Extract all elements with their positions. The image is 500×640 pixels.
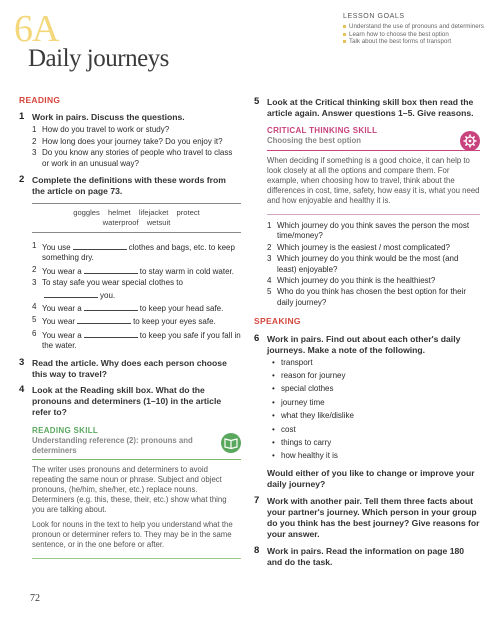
task-number: 6 bbox=[254, 332, 260, 344]
list-item: • how healthy it is bbox=[272, 451, 480, 461]
definition-text: To stay safe you wear special clothes to bbox=[42, 278, 183, 288]
answer-blank[interactable] bbox=[84, 302, 138, 311]
task-text: Work in pairs. Find out about each other's daily journeys. Make a note of the following. bbox=[267, 333, 461, 355]
question-text: Which journey is the easiest / most complicated? bbox=[277, 242, 450, 252]
question bbox=[267, 243, 480, 253]
definition-text: clothes and bags, etc. to keep something dry. bbox=[42, 243, 235, 263]
critical-thinking-subtitle: Choosing the best option bbox=[267, 136, 361, 146]
task-number: 5 bbox=[254, 96, 260, 107]
critical-thinking-header bbox=[267, 126, 480, 151]
task-6 bbox=[254, 334, 480, 356]
unit-title: Daily journeys bbox=[28, 45, 169, 72]
critical-thinking-text: When deciding if something is a good choice, it can help to look closely at all the options and compare them. For example, when choosing how to travel, think about the differences in cost, time, safety, how easy it is, what you need and how enjoyable and healthy it is. bbox=[267, 155, 480, 205]
task-4 bbox=[19, 385, 241, 418]
list-item: • what they like/dislike bbox=[272, 411, 480, 421]
answer-blank[interactable] bbox=[77, 315, 131, 324]
task-number: 1 bbox=[19, 111, 25, 123]
definition-text: You use bbox=[42, 243, 71, 253]
question-number: 2 bbox=[32, 136, 37, 146]
definition bbox=[32, 278, 241, 301]
answer-blank[interactable] bbox=[84, 265, 138, 274]
book-icon bbox=[221, 433, 241, 453]
task-1 bbox=[19, 112, 241, 123]
task-number: 7 bbox=[254, 494, 260, 506]
question-number: 3 bbox=[267, 254, 272, 264]
speaking-heading: SPEAKING bbox=[254, 316, 301, 327]
word-box bbox=[32, 203, 241, 233]
task-number: 2 bbox=[19, 174, 25, 186]
definition-number: 2 bbox=[32, 264, 37, 274]
lesson-goal: Understand the use of pronouns and determiners bbox=[343, 23, 493, 31]
word: helmet bbox=[107, 208, 131, 218]
task-6-followup: Would either of you like to change or improve your daily journey? bbox=[267, 467, 475, 489]
lesson-goals-heading: LESSON GOALS bbox=[343, 13, 405, 20]
list-item: • things to carry bbox=[272, 438, 480, 448]
left-column bbox=[19, 95, 241, 565]
lesson-goal: Talk about the best forms of transport bbox=[343, 38, 493, 46]
reading-skill-title: READING SKILL bbox=[32, 425, 99, 435]
definitions-list bbox=[32, 241, 241, 352]
task-text: Work with another pair. Tell them three facts about your partner's journey. Which person in your group do you think has the best journey? Give reasons for your answer. bbox=[267, 495, 480, 539]
note-list bbox=[272, 358, 480, 462]
word: lifejacket bbox=[138, 208, 169, 218]
question bbox=[267, 287, 480, 308]
critical-thinking-questions bbox=[267, 221, 480, 308]
lesson-goals bbox=[343, 13, 493, 46]
definition-text: you. bbox=[100, 290, 116, 300]
question-text: Which journey do you think saves the person the most time/money? bbox=[277, 220, 470, 241]
list-item: • cost bbox=[272, 425, 480, 435]
question bbox=[267, 221, 480, 242]
task-5 bbox=[254, 97, 480, 119]
unit-code: 6A bbox=[14, 8, 59, 50]
definition-text: You wear a bbox=[42, 266, 82, 276]
question-number: 1 bbox=[32, 125, 37, 135]
list-item: • journey time bbox=[272, 398, 480, 408]
task-7 bbox=[254, 496, 480, 540]
question-number: 2 bbox=[267, 242, 272, 252]
critical-thinking-title: CRITICAL THINKING SKILL bbox=[267, 126, 378, 135]
task-number: 8 bbox=[254, 544, 260, 556]
question-number: 3 bbox=[32, 148, 37, 158]
task-8 bbox=[254, 546, 480, 568]
task-text: Complete the definitions with these words from the article on page 73. bbox=[32, 175, 226, 197]
right-column bbox=[254, 97, 480, 570]
definition bbox=[32, 315, 241, 327]
definition-text: to keep you safe if you fall in the water. bbox=[42, 330, 241, 351]
question-text: Which journey do you think is the healthiest? bbox=[277, 275, 436, 285]
answer-blank[interactable] bbox=[84, 329, 138, 338]
definition-number: 5 bbox=[32, 315, 37, 325]
task-text: Work in pairs. Read the information on page 180 and do the task. bbox=[267, 545, 465, 567]
question bbox=[267, 276, 480, 286]
task-number: 3 bbox=[19, 356, 25, 368]
reading-skill-paragraph: Look for nouns in the text to help you understand what the pronoun or determiner refers to. They may be in the same sentence, or in the one before or after. bbox=[32, 520, 233, 550]
definition bbox=[32, 302, 241, 314]
word: protect bbox=[176, 208, 200, 218]
question-text: Which journey do you think would be the most (and least) enjoyable? bbox=[277, 254, 459, 274]
definition-number: 4 bbox=[32, 302, 37, 312]
gear-icon bbox=[460, 131, 480, 151]
word: goggles bbox=[73, 208, 100, 218]
question bbox=[32, 137, 241, 147]
question-number: 4 bbox=[267, 275, 272, 285]
reading-skill-body bbox=[32, 465, 241, 559]
answer-blank[interactable] bbox=[44, 289, 98, 298]
list-item: • reason for journey bbox=[272, 371, 480, 381]
critical-thinking-body bbox=[267, 156, 480, 215]
word: wetsuit bbox=[146, 218, 171, 228]
definition-text: You wear a bbox=[42, 330, 82, 340]
definition-number: 3 bbox=[32, 278, 37, 288]
question-number: 5 bbox=[267, 287, 272, 297]
definition-text: to stay warm in cold water. bbox=[139, 266, 234, 276]
definition-text: You wear bbox=[42, 317, 76, 327]
lesson-goals-list bbox=[343, 23, 493, 46]
answer-blank[interactable] bbox=[73, 241, 127, 250]
question-text: How do you travel to work or study? bbox=[42, 125, 170, 135]
lesson-goal: Learn how to choose the best option bbox=[343, 31, 493, 39]
task-text: Work in pairs. Discuss the questions. bbox=[32, 112, 185, 123]
definition-text: You wear a bbox=[42, 304, 82, 314]
definition-number: 6 bbox=[32, 328, 37, 338]
definition-text: to keep your head safe. bbox=[139, 304, 224, 314]
reading-skill-box bbox=[32, 426, 241, 559]
question-text: Who do you think has chosen the best option for their daily journey? bbox=[277, 287, 467, 307]
question-text: Do you know any stories of people who travel to class or work in an unusual way? bbox=[42, 148, 233, 168]
critical-thinking-box bbox=[267, 126, 480, 215]
list-item: • transport bbox=[272, 358, 480, 368]
task-text: Read the article. Why does each person choose this way to travel? bbox=[32, 357, 227, 379]
definition-text: to keep your eyes safe. bbox=[133, 317, 216, 327]
definition bbox=[32, 265, 241, 277]
question-number: 1 bbox=[267, 220, 272, 230]
question bbox=[267, 254, 480, 275]
reading-skill-subtitle: Understanding reference (2): pronouns and determiners bbox=[32, 436, 193, 455]
reading-heading: READING bbox=[19, 95, 61, 105]
list-item: • special clothes bbox=[272, 384, 480, 394]
task-3 bbox=[19, 358, 241, 380]
word: waterproof bbox=[102, 218, 139, 228]
question bbox=[32, 125, 241, 135]
reading-skill-paragraph: The writer uses pronouns and determiners to avoid repeating the same noun or phrase. Subject and object pronouns, (he/him, she/her, etc.) replace nouns. Determiners (e.g. this, these, their, etc.) show what thing you are talking about. bbox=[32, 465, 227, 515]
definition-number: 1 bbox=[32, 241, 37, 251]
question bbox=[32, 148, 241, 169]
task-2 bbox=[19, 175, 241, 197]
task-text: Look at the Critical thinking skill box then read the article again. Answer questions 1–5. Give reasons. bbox=[267, 97, 474, 118]
task-text: Look at the Reading skill box. What do the pronouns and determiners (1–10) in the article refer to? bbox=[32, 384, 222, 417]
task-number: 4 bbox=[19, 383, 25, 395]
definition bbox=[32, 329, 241, 352]
discussion-questions bbox=[32, 125, 241, 169]
page-number: 72 bbox=[30, 593, 40, 604]
question-text: How long does your journey take? Do you enjoy it? bbox=[42, 136, 223, 146]
reading-skill-header bbox=[32, 426, 241, 460]
definition bbox=[32, 241, 241, 264]
